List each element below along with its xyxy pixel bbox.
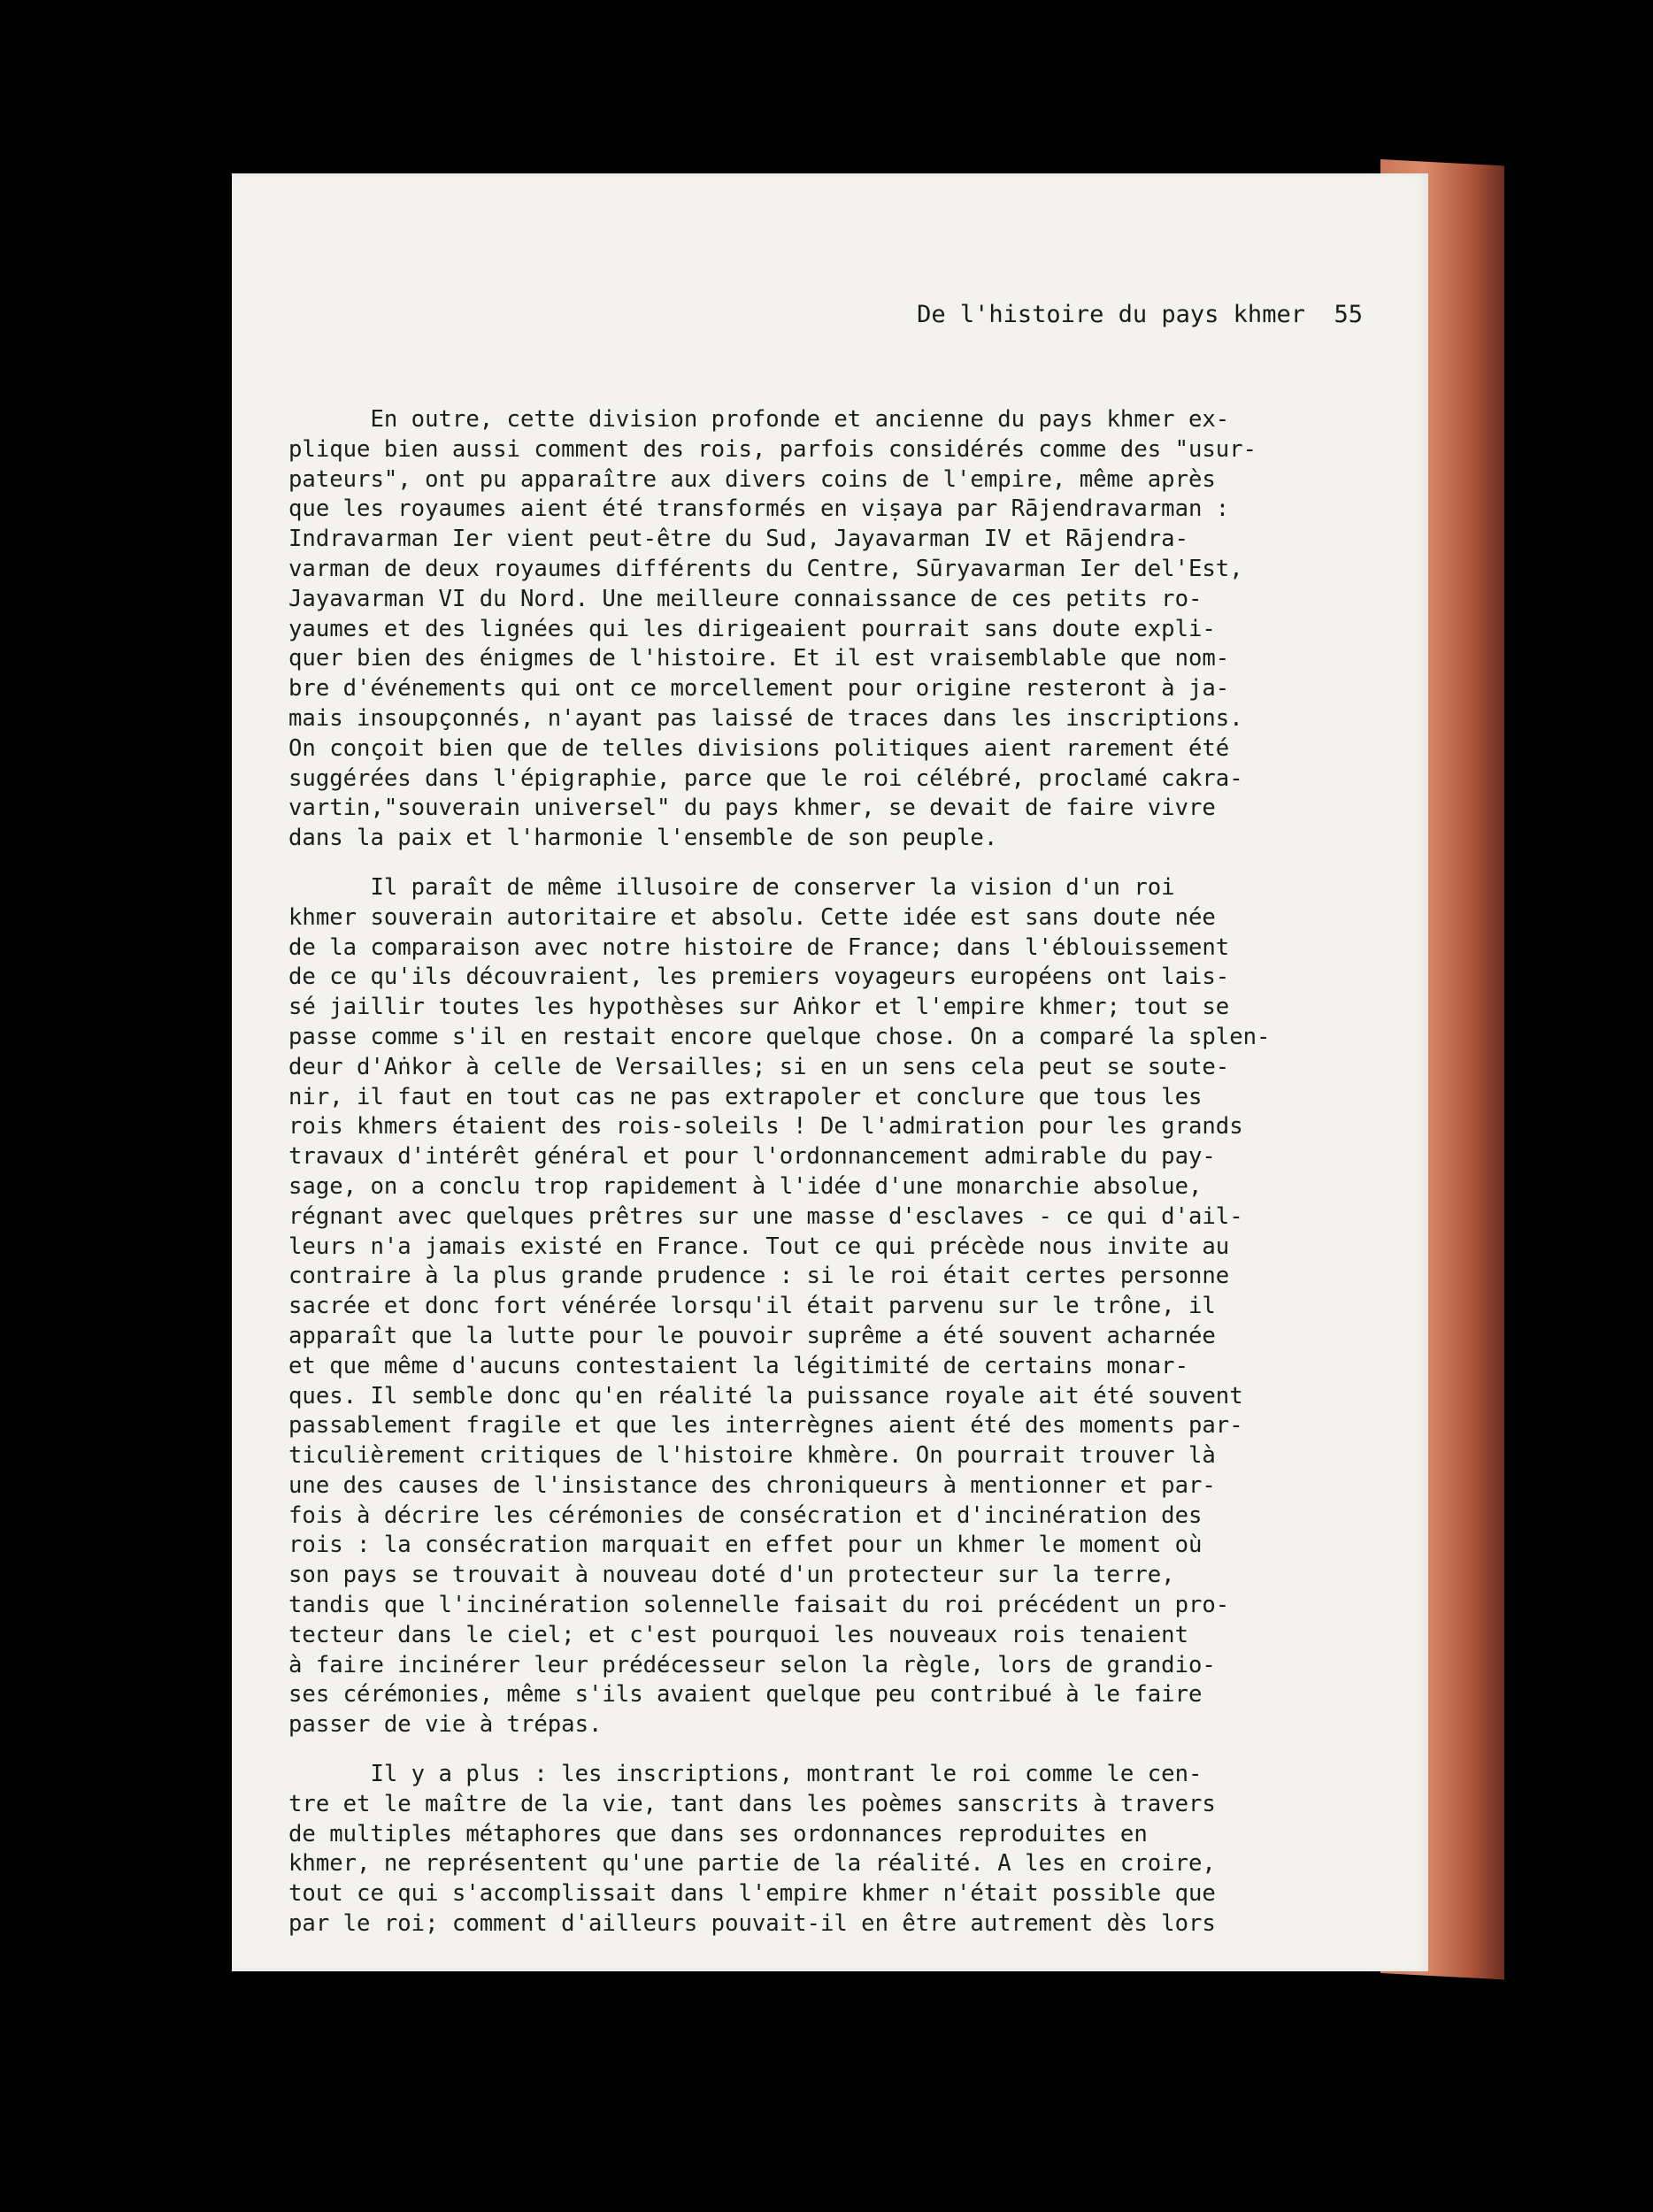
- text-line: quer bien des énigmes de l'histoire. Et il est vraisemblable que nom-: [288, 645, 1230, 672]
- text-line: On conçoit bien que de telles divisions politiques aient rarement été: [288, 734, 1230, 762]
- text-line: Il y a plus : les inscriptions, montrant le roi comme le cen-: [288, 1761, 1203, 1788]
- text-line: ses cérémonies, même s'ils avaient quelque peu contribué à le faire: [288, 1681, 1203, 1709]
- text-line: khmer souverain autoritaire et absolu. Cette idée est sans doute née: [288, 903, 1216, 931]
- text-line: une des causes de l'insistance des chroniqueurs à mentionner et par-: [288, 1471, 1216, 1499]
- text-line: Indravarman Ier vient peut-être du Sud, Jayavarman IV et Rājendra-: [288, 526, 1188, 553]
- text-line: passablement fragile et que les interrègnes aient été des moments par-: [288, 1412, 1243, 1440]
- text-line: sacrée et donc fort vénérée lorsqu'il était parvenu sur le trône, il: [288, 1293, 1216, 1320]
- text-line: que les royaumes aient été transformés en viṣaya par Rājendravarman :: [288, 495, 1230, 523]
- text-line: par le roi; comment d'ailleurs pouvait-il en être autrement dès lors: [288, 1910, 1216, 1938]
- text-line: nir, il faut en tout cas ne pas extrapoler et conclure que tous les: [288, 1083, 1203, 1110]
- text-line: régnant avec quelques prêtres sur une masse d'esclaves - ce qui d'ail-: [288, 1202, 1243, 1230]
- text-line: mais insoupçonnés, n'ayant pas laissé de traces dans les inscriptions.: [288, 704, 1243, 732]
- text-line: yaumes et des lignées qui les dirigeaient pourrait sans doute expli-: [288, 615, 1216, 642]
- text-line: rois khmers étaient des rois-soleils ! De l'admiration pour les grands: [288, 1113, 1243, 1141]
- book-page: [232, 173, 1428, 1971]
- text-line: sage, on a conclu trop rapidement à l'idée d'une monarchie absolue,: [288, 1172, 1203, 1200]
- running-head: [917, 301, 1363, 328]
- text-line: tout ce qui s'accomplissait dans l'empire khmer n'était possible que: [288, 1880, 1216, 1908]
- text-line: tandis que l'incinération solennelle faisait du roi précédent un pro-: [288, 1592, 1230, 1619]
- body-text: [288, 405, 1271, 1959]
- text-line: et que même d'aucuns contestaient la légitimité de certains monar-: [288, 1352, 1188, 1379]
- text-line: sé jaillir toutes les hypothèses sur Aṅkor et l'empire khmer; tout se: [288, 994, 1230, 1021]
- running-head-title: De l'histoire du pays khmer: [917, 301, 1305, 328]
- text-line: à faire incinérer leur prédécesseur selon la règle, lors de grandio-: [288, 1651, 1216, 1678]
- text-line: passer de vie à trépas.: [288, 1711, 603, 1739]
- text-line: Il paraît de même illusoire de conserver la vision d'un roi: [288, 873, 1175, 901]
- paragraph-1: [288, 405, 1265, 854]
- text-line: leurs n'a jamais existé en France. Tout ce qui précède nous invite au: [288, 1233, 1230, 1260]
- text-line: varman de deux royaumes différents du Centre, Sūryavarman Ier del'Est,: [288, 555, 1243, 582]
- text-line: travaux d'intérêt général et pour l'ordonnancement admirable du pay-: [288, 1143, 1216, 1171]
- paragraph-2: [288, 873, 1271, 1740]
- paragraph-3: [288, 1760, 1265, 1939]
- text-line: son pays se trouvait à nouveau doté d'un protecteur sur la terre,: [288, 1562, 1175, 1589]
- page-number: 55: [1334, 301, 1363, 328]
- text-line: khmer, ne représentent qu'une partie de la réalité. A les en croire,: [288, 1850, 1216, 1878]
- text-line: de multiples métaphores que dans ses ordonnances reproduites en: [288, 1820, 1148, 1847]
- text-line: tre et le maître de la vie, tant dans les poèmes sanscrits à travers: [288, 1790, 1216, 1817]
- text-line: tecteur dans le ciel; et c'est pourquoi les nouveaux rois tenaient: [288, 1621, 1188, 1648]
- text-line: de ce qu'ils découvraient, les premiers voyageurs européens ont lais-: [288, 964, 1230, 991]
- text-line: deur d'Aṅkor à celle de Versailles; si en un sens cela peut se soute-: [288, 1053, 1230, 1080]
- text-line: suggérées dans l'épigraphie, parce que le roi célébré, proclamé cakra-: [288, 764, 1243, 792]
- text-line: apparaît que la lutte pour le pouvoir suprême a été souvent acharnée: [288, 1322, 1216, 1349]
- text-line: dans la paix et l'harmonie l'ensemble de son peuple.: [288, 825, 998, 852]
- text-line: vartin,"souverain universel" du pays khmer, se devait de faire vivre: [288, 795, 1216, 822]
- text-line: En outre, cette division profonde et ancienne du pays khmer ex-: [288, 406, 1230, 433]
- text-line: plique bien aussi comment des rois, parfois considérés comme des "usur-: [288, 435, 1257, 463]
- text-line: pateurs", ont pu apparaître aux divers coins de l'empire, même après: [288, 465, 1216, 493]
- text-line: Jayavarman VI du Nord. Une meilleure connaissance de ces petits ro-: [288, 585, 1203, 612]
- text-line: contraire à la plus grande prudence : si le roi était certes personne: [288, 1263, 1230, 1290]
- text-line: bre d'événements qui ont ce morcellement pour origine resteront à ja-: [288, 675, 1230, 703]
- text-line: ques. Il semble donc qu'en réalité la puissance royale ait été souvent: [288, 1382, 1243, 1409]
- text-line: rois : la consécration marquait en effet pour un khmer le moment où: [288, 1532, 1203, 1559]
- text-line: fois à décrire les cérémonies de consécration et d'incinération des: [288, 1502, 1203, 1529]
- text-line: ticulièrement critiques de l'histoire khmère. On pourrait trouver là: [288, 1442, 1216, 1470]
- text-line: de la comparaison avec notre histoire de France; dans l'éblouissement: [288, 933, 1230, 961]
- text-line: passe comme s'il en restait encore quelque chose. On a comparé la splen-: [288, 1023, 1271, 1050]
